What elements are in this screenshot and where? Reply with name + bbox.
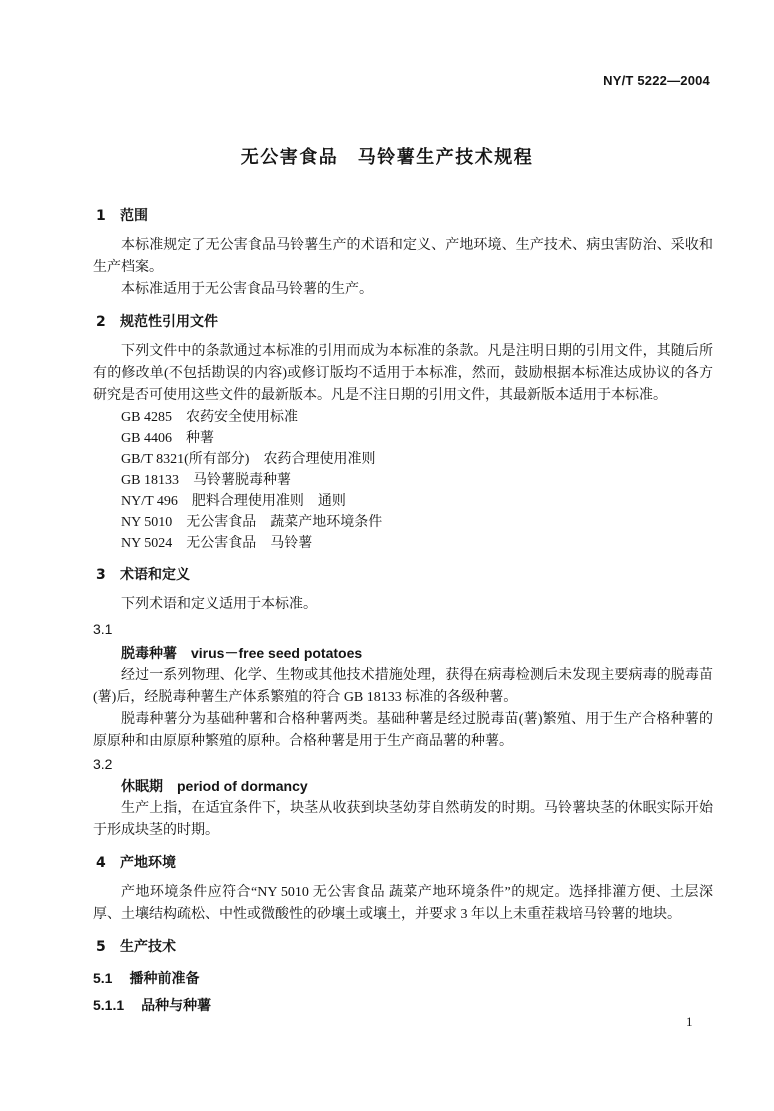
term-chinese: 休眠期	[121, 779, 163, 795]
section-number: 2	[96, 314, 106, 330]
reference-code: NY/T 496	[121, 494, 178, 509]
reference-code: GB 4406	[121, 431, 172, 446]
section-heading-scope	[93, 205, 713, 227]
paragraph: 本标准适用于无公害食品马铃薯的生产。	[121, 282, 373, 297]
paragraph: 生产上指，在适宜条件下，块茎从收获到块茎幼芽自然萌发的时期。马铃薯块茎的休眠实际开始于形成块茎的时期。	[93, 801, 713, 838]
term-chinese: 脱毒种薯	[121, 646, 177, 662]
section-number: 3	[96, 567, 106, 583]
subsection-heading	[93, 967, 713, 990]
reference-item	[93, 449, 713, 470]
subsection-title: 播种前准备	[129, 971, 200, 987]
reference-item	[93, 428, 713, 449]
paragraph: 下列文件中的条款通过本标准的引用而成为本标准的条款。凡是注明日期的引用文件，其随后所有的修改单(不包括勘误的内容)或修订版均不适用于本标准，然而，鼓励根据本标准达成协议的各方研究是否可使用这些文件的最新版本。凡是不注日期的引用文件，其最新版本适用于本标准。	[93, 344, 713, 403]
paragraph: 脱毒种薯分为基础种薯和合格种薯两类。基础种薯是经过脱毒苗(薯)繁殖、用于生产合格种薯的原原种和由原原种繁殖的原种。合格种薯是用于生产商品薯的种薯。	[93, 712, 713, 749]
reference-item	[93, 512, 713, 533]
section-title: 规范性引用文件	[120, 314, 218, 330]
standard-number: NY/T 5222—2004	[603, 73, 710, 88]
term-english: period of dormancy	[177, 778, 308, 794]
subsection-title: 品种与种薯	[141, 998, 212, 1014]
section-heading-terms-definitions	[93, 564, 713, 586]
subsection-number: 5.1.1	[93, 997, 125, 1013]
document-body	[93, 205, 713, 1017]
reference-code: NY 5010	[121, 515, 173, 530]
section-title: 生产技术	[120, 939, 176, 955]
reference-item	[93, 491, 713, 512]
reference-title: 马铃薯脱毒种薯	[192, 473, 291, 488]
section-number: 5	[96, 939, 106, 955]
reference-title: 无公害食品 马铃薯	[186, 536, 313, 551]
reference-code: GB/T 8321(所有部分)	[121, 452, 250, 467]
section-heading-production-technology	[93, 936, 713, 958]
section-heading-production-environment	[93, 852, 713, 874]
reference-code: GB 18133	[121, 473, 179, 488]
reference-code: GB 4285	[121, 410, 172, 425]
reference-title: 农药安全使用标准	[185, 410, 298, 425]
term-english: virus－free seed potatoes	[191, 645, 363, 661]
section-number: 4	[96, 855, 106, 871]
paragraph: 产地环境条件应符合“NY 5010 无公害食品 蔬菜产地环境条件”的规定。选择排灌方便、土层深厚、土壤结构疏松、中性或微酸性的砂壤土或壤土，并要求 3 年以上未重茬栽培马铃薯的地块。	[93, 885, 713, 922]
page-number: 1	[686, 1014, 693, 1029]
subsection-heading	[93, 994, 713, 1017]
reference-title: 种薯	[185, 431, 214, 446]
clause-number: 3.2	[93, 756, 113, 772]
subsection-number: 5.1	[93, 970, 113, 986]
section-title: 术语和定义	[120, 567, 190, 583]
document-title: 无公害食品 马铃薯生产技术规程	[240, 147, 534, 168]
term-line	[93, 642, 713, 665]
section-title: 产地环境	[120, 855, 176, 871]
reference-item	[93, 533, 713, 554]
reference-title: 无公害食品 蔬菜产地环境条件	[186, 515, 383, 530]
reference-item	[93, 407, 713, 428]
term-line	[93, 775, 713, 798]
paragraph: 本标准规定了无公害食品马铃薯生产的术语和定义、产地环境、生产技术、病虫害防治、采收和生产档案。	[93, 238, 713, 275]
clause-number: 3.1	[93, 621, 113, 637]
section-heading-normative-references	[93, 311, 713, 333]
reference-title: 农药合理使用准则	[263, 452, 376, 467]
reference-title: 肥料合理使用准则 通则	[191, 494, 346, 509]
paragraph: 经过一系列物理、化学、生物或其他技术措施处理，获得在病毒检测后未发现主要病毒的脱毒苗(薯)后，经脱毒种薯生产体系繁殖的符合 GB 18133 标准的各级种薯。	[93, 668, 713, 705]
paragraph: 下列术语和定义适用于本标准。	[121, 597, 317, 612]
section-number: 1	[96, 208, 106, 224]
reference-code: NY 5024	[121, 536, 173, 551]
reference-list	[93, 407, 713, 554]
reference-item	[93, 470, 713, 491]
section-title: 范围	[120, 208, 148, 224]
